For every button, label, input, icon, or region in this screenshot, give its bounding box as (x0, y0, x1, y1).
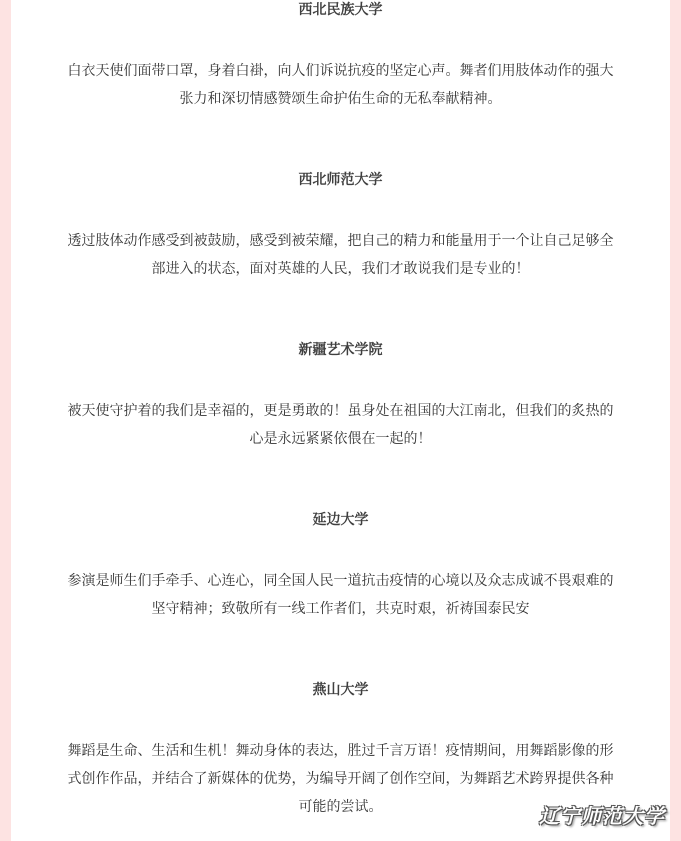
section-paragraph (11, 397, 670, 453)
left-pink-border (0, 0, 11, 841)
section-heading: 延边大学 (312, 512, 369, 528)
paragraph-line: 心是永远紧紧依偎在一起的！ (249, 431, 432, 447)
right-pink-border (670, 0, 681, 841)
paragraph-line: 透过肢体动作感受到被鼓励，感受到被荣耀，把自己的精力和能量用于一个让自己足够全 (67, 233, 614, 249)
section-heading: 新疆艺术学院 (298, 342, 383, 358)
section-paragraph (11, 227, 670, 283)
section-paragraph (11, 567, 670, 623)
paragraph-line: 可能的尝试。 (298, 799, 383, 815)
paragraph-line: 被天使守护着的我们是幸福的，更是勇敢的！虽身处在祖国的大江南北，但我们的炙热的 (67, 403, 614, 419)
section-heading: 西北师范大学 (298, 172, 383, 188)
paragraph-line: 式创作作品，并结合了新媒体的优势，为编导开阔了创作空间，为舞蹈艺术跨界提供各种 (67, 771, 614, 787)
paragraph-line: 白衣天使们面带口罩，身着白褂，向人们诉说抗疫的坚定心声。舞者们用肢体动作的强大 (67, 63, 614, 79)
article-body (11, 0, 670, 841)
section-paragraph (11, 57, 670, 113)
section-heading: 燕山大学 (312, 682, 369, 698)
section-heading: 西北民族大学 (298, 2, 383, 18)
watermark-logo: 辽宁师范大学 (539, 804, 665, 828)
paragraph-line: 舞蹈是生命、生活和生机！舞动身体的表达，胜过千言万语！疫情期间，用舞蹈影像的形 (67, 743, 614, 759)
section-northwest-normal (11, 170, 670, 283)
section-northwest-minzu (11, 0, 670, 113)
paragraph-line: 参演是师生们手牵手、心连心，同全国人民一道抗击疫情的心境以及众志成诚不畏艰难的 (67, 573, 614, 589)
paragraph-line: 部进入的状态，面对英雄的人民，我们才敢说我们是专业的！ (151, 261, 530, 277)
section-xinjiang-arts (11, 340, 670, 453)
section-yanbian (11, 510, 670, 623)
paragraph-line: 坚守精神；致敬所有一线工作者们，共克时艰，祈祷国泰民安 (151, 601, 530, 617)
paragraph-line: 张力和深切情感赞颂生命护佑生命的无私奉献精神。 (179, 91, 502, 107)
